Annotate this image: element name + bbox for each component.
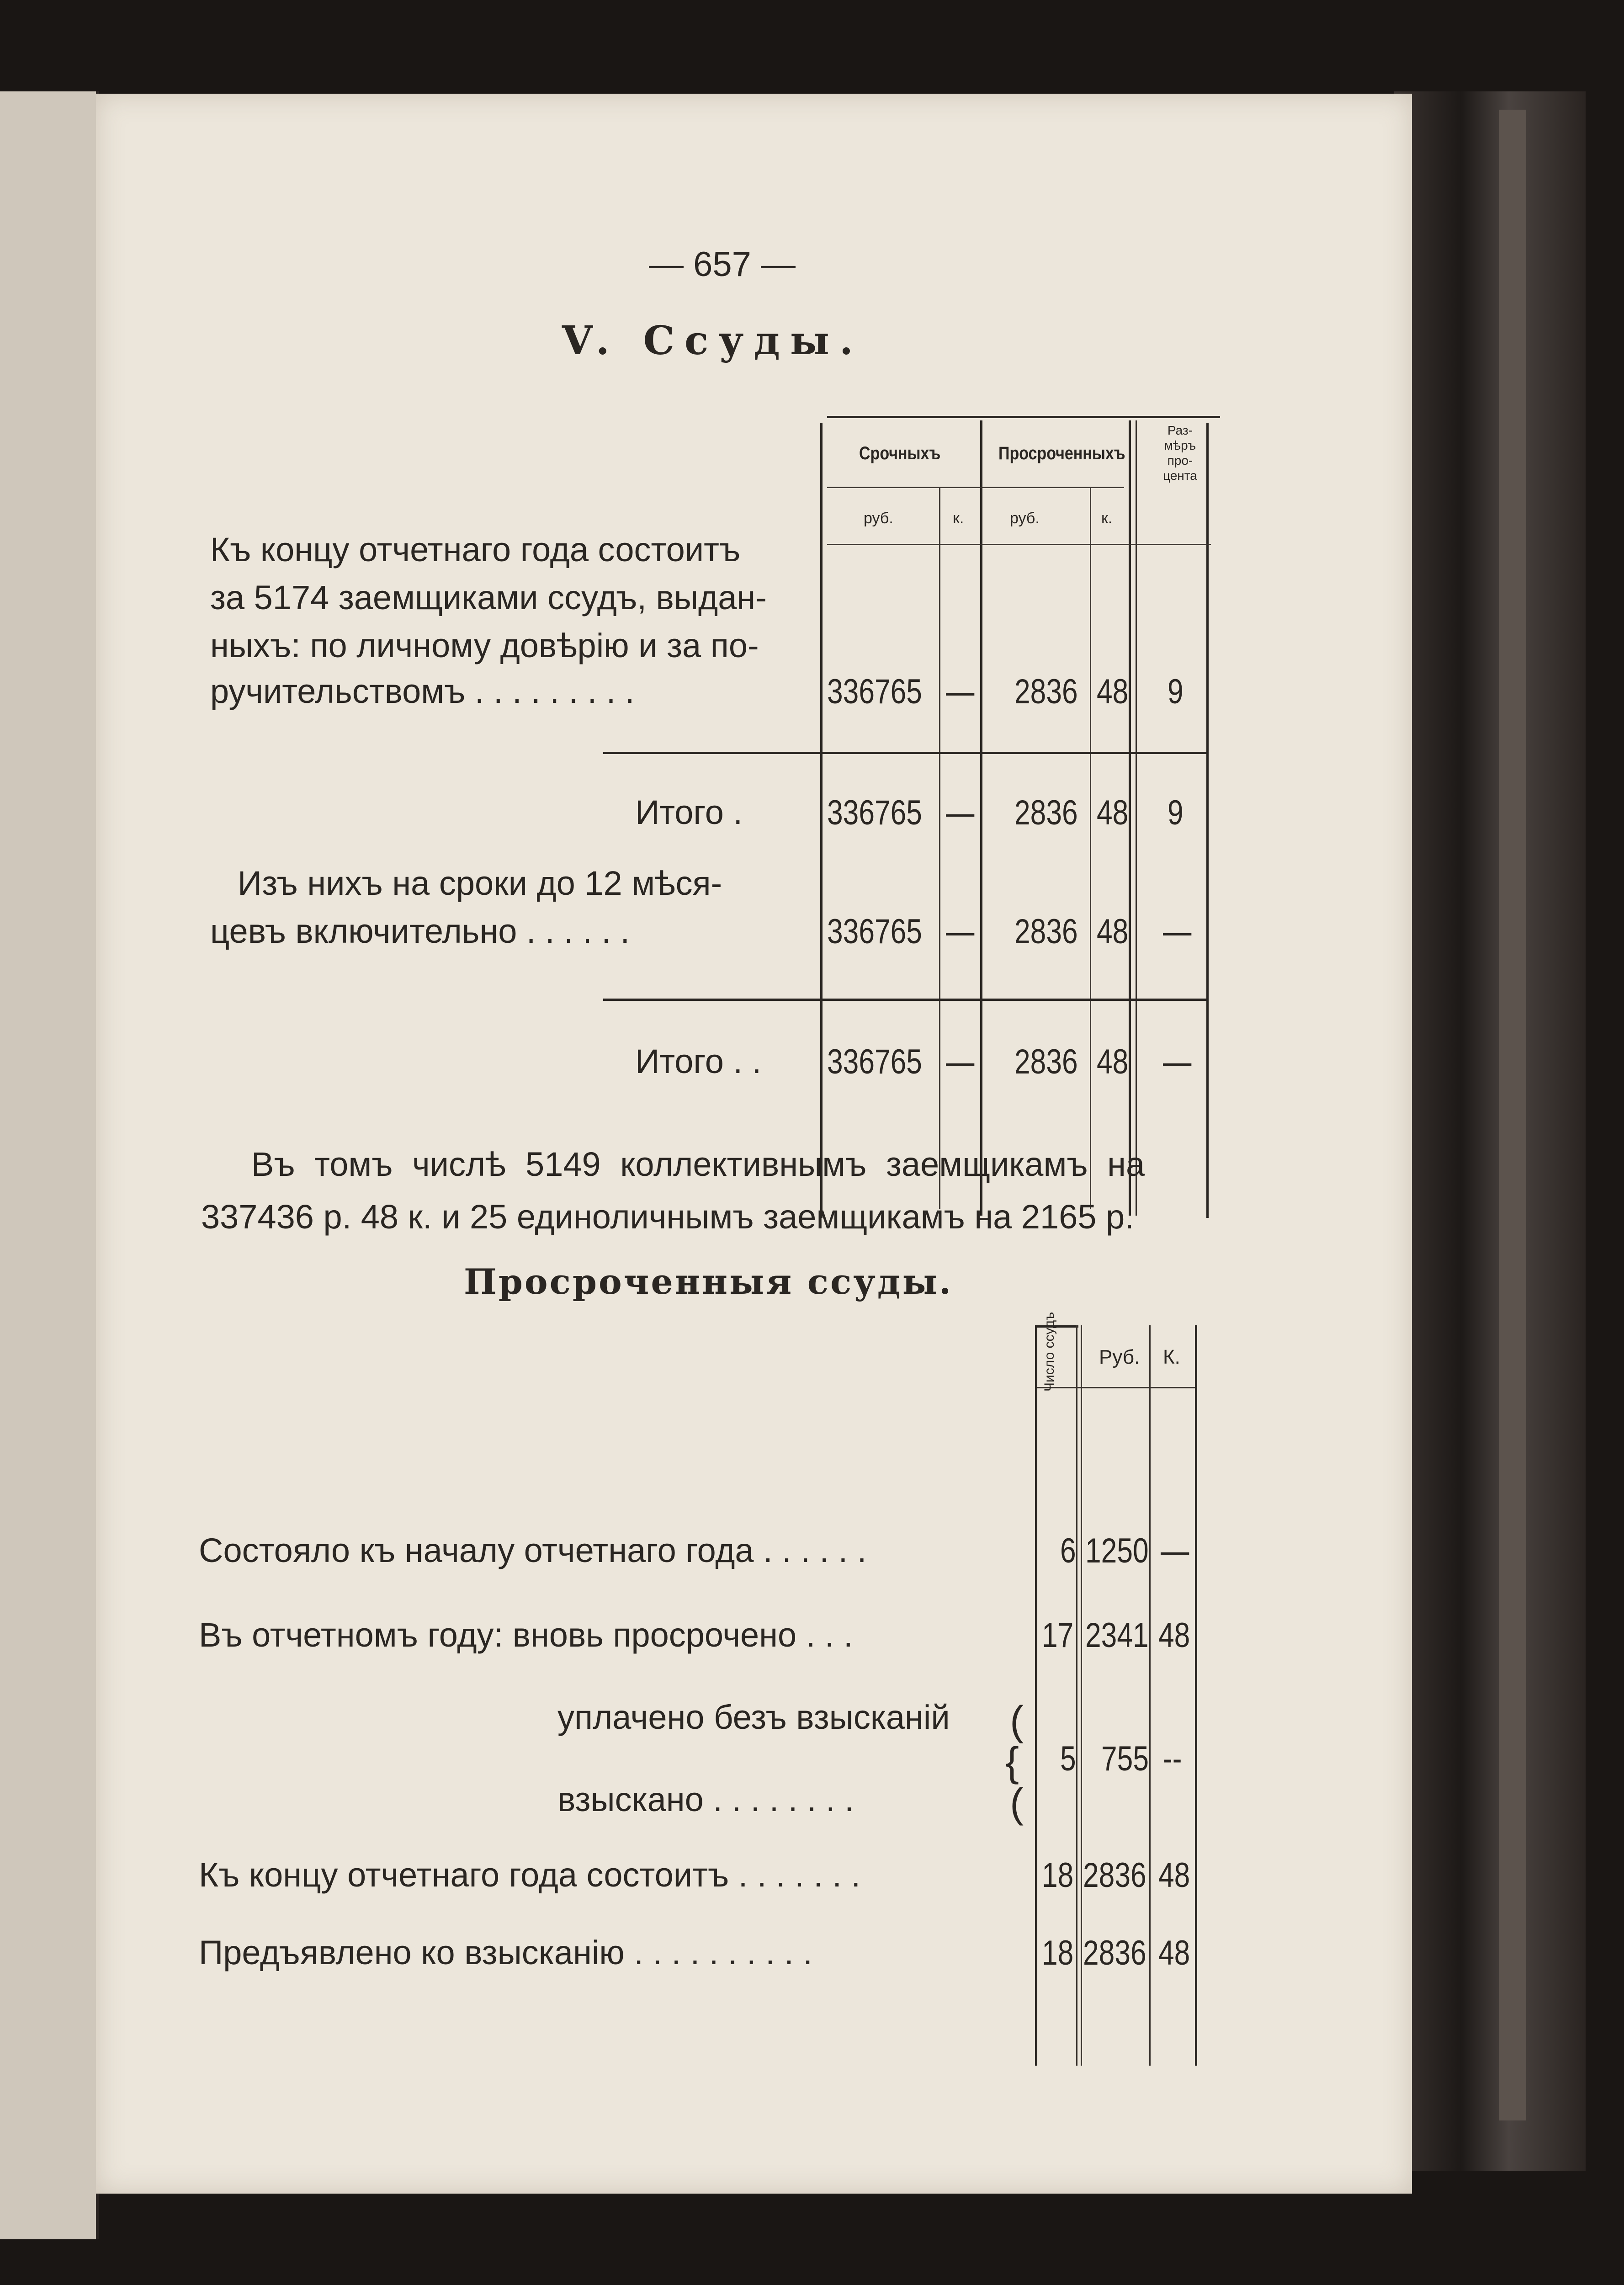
- row2-urgent-rub: 336765: [827, 912, 922, 951]
- total1-overdue-kop: 48: [1097, 793, 1129, 832]
- table2-row-label: Состояло къ началу отчетнаго года . . . . . .: [199, 1531, 867, 1569]
- table1-subheader-kop: к.: [1101, 510, 1113, 527]
- total2-overdue-rub: 2836: [1014, 1042, 1078, 1081]
- table1-header-rule: [827, 487, 1124, 488]
- table2-rule: [1195, 1325, 1197, 2066]
- row2-text-line: Изъ нихъ на сроки до 12 мѣся-: [238, 864, 722, 902]
- row1-rate: 9: [1168, 672, 1184, 711]
- table2-row-rub: 2836: [1083, 1856, 1146, 1895]
- table2-row-rub: 2836: [1083, 1934, 1146, 1972]
- total1-urgent-kop: —: [946, 793, 975, 832]
- table2-row-kop: 48: [1158, 1856, 1190, 1895]
- brace-middle: {: [1005, 1739, 1019, 1785]
- table2-header-rub: Руб.: [1099, 1346, 1140, 1368]
- table1-rule: [939, 487, 940, 1209]
- brace-top: (: [1010, 1698, 1024, 1744]
- total2-urgent-kop: —: [946, 1042, 975, 1081]
- table2-row-label: Къ концу отчетнаго года состоитъ . . . . . . .: [199, 1856, 861, 1894]
- table2-header-kop: К.: [1163, 1346, 1180, 1368]
- table1-top-rule: [827, 416, 1220, 418]
- total1-label: Итого .: [635, 793, 743, 831]
- total1-urgent-rub: 336765: [827, 793, 922, 832]
- table1-subheader-rub: руб.: [1010, 510, 1040, 527]
- left-page-edge: [0, 91, 99, 2239]
- table2-header-count: Число ссудъ: [1042, 1312, 1057, 1392]
- row2-urgent-kop: —: [946, 912, 975, 951]
- table2-row-rub: 2341: [1085, 1616, 1149, 1655]
- row1-overdue-rub: 2836: [1014, 672, 1078, 711]
- table2-row-count: 18: [1042, 1934, 1074, 1972]
- table1-sum-rule: [603, 999, 1206, 1001]
- row1-text-line: ручительствомъ . . . . . . . . .: [210, 672, 635, 710]
- subtitle-overdue-loans: Просроченныя ссуды.: [464, 1261, 953, 1302]
- table2-row-kop: 48: [1158, 1616, 1190, 1655]
- section-title: V. Ссуды.: [562, 318, 863, 364]
- table2-row-count: 17: [1042, 1616, 1074, 1655]
- table2-row-label: Предъявлено ко взысканію . . . . . . . . . .: [199, 1934, 812, 1971]
- table1-header-overdue: Просроченныхъ: [998, 443, 1125, 463]
- row1-text-line: за 5174 заемщиками ссудъ, выдан-: [210, 579, 767, 616]
- row1-urgent-kop: —: [946, 672, 975, 711]
- table2-row-kop: —: [1161, 1531, 1189, 1570]
- total1-overdue-rub: 2836: [1014, 793, 1078, 832]
- total2-overdue-kop: 48: [1097, 1042, 1129, 1081]
- table1-rule: [1136, 420, 1137, 1216]
- paragraph-line: 337436 р. 48 к. и 25 единоличнымъ заемщикамъ на 2165 р.: [201, 1198, 1134, 1236]
- table2-rule: [1035, 1325, 1037, 2066]
- book-spine-edge: [1394, 91, 1586, 2171]
- row1-urgent-rub: 336765: [827, 672, 922, 711]
- table1-header-rule: [827, 544, 1211, 545]
- table1-sum-rule: [603, 752, 1206, 754]
- total2-label: Итого . .: [635, 1042, 762, 1080]
- table1-rule: [1090, 487, 1091, 1209]
- table1-subheader-rub: руб.: [864, 510, 893, 527]
- book-page: [96, 94, 1412, 2194]
- row2-overdue-kop: 48: [1097, 912, 1129, 951]
- table2-row-kop: --: [1163, 1739, 1182, 1778]
- table1-left-rule: [820, 423, 823, 1218]
- table1-header-rate: Раз- мѣръ про- цента: [1163, 423, 1197, 483]
- table2-row-kop: 48: [1158, 1934, 1190, 1972]
- table2-header-rule: [1037, 1387, 1195, 1388]
- table1-subheader-kop: к.: [953, 510, 964, 527]
- table1-rule: [980, 420, 982, 1216]
- row1-text-line: Къ концу отчетнаго года состоитъ: [210, 531, 741, 569]
- page-number: — 657 —: [649, 245, 796, 284]
- row1-text-line: ныхъ: по личному довѣрію и за по-: [210, 627, 759, 664]
- table1-rule: [1129, 420, 1131, 1216]
- table2-row-rub: 1250: [1085, 1531, 1149, 1570]
- book-page-stack: [1499, 110, 1526, 2120]
- row2-rate: —: [1163, 912, 1192, 951]
- total1-rate: 9: [1168, 793, 1184, 832]
- table2-row-rub: 755: [1101, 1739, 1149, 1778]
- table2-rule: [1076, 1325, 1077, 2066]
- table1-header-urgent: Срочныхъ: [859, 443, 941, 463]
- total2-rate: —: [1163, 1042, 1192, 1081]
- row2-overdue-rub: 2836: [1014, 912, 1078, 951]
- table2-rule: [1081, 1325, 1082, 2066]
- table2-row-label: уплачено безъ взысканій: [557, 1698, 950, 1736]
- total2-urgent-rub: 336765: [827, 1042, 922, 1081]
- table2-row-count: 5: [1060, 1739, 1076, 1778]
- brace-bottom: (: [1010, 1780, 1024, 1826]
- table2-row-label: Въ отчетномъ году: вновь просрочено . . .: [199, 1616, 853, 1654]
- row2-text-line: цевъ включительно . . . . . .: [210, 912, 630, 950]
- table2-row-count: 18: [1042, 1856, 1074, 1895]
- table2-row-count: 6: [1060, 1531, 1076, 1570]
- table2-row-label: взыскано . . . . . . . .: [557, 1780, 854, 1818]
- table1-right-rule: [1206, 423, 1209, 1218]
- table2-rule: [1149, 1325, 1151, 2066]
- row1-overdue-kop: 48: [1097, 672, 1129, 711]
- paragraph-line: Въ томъ числѣ 5149 коллективнымъ заемщикамъ на: [251, 1145, 1145, 1183]
